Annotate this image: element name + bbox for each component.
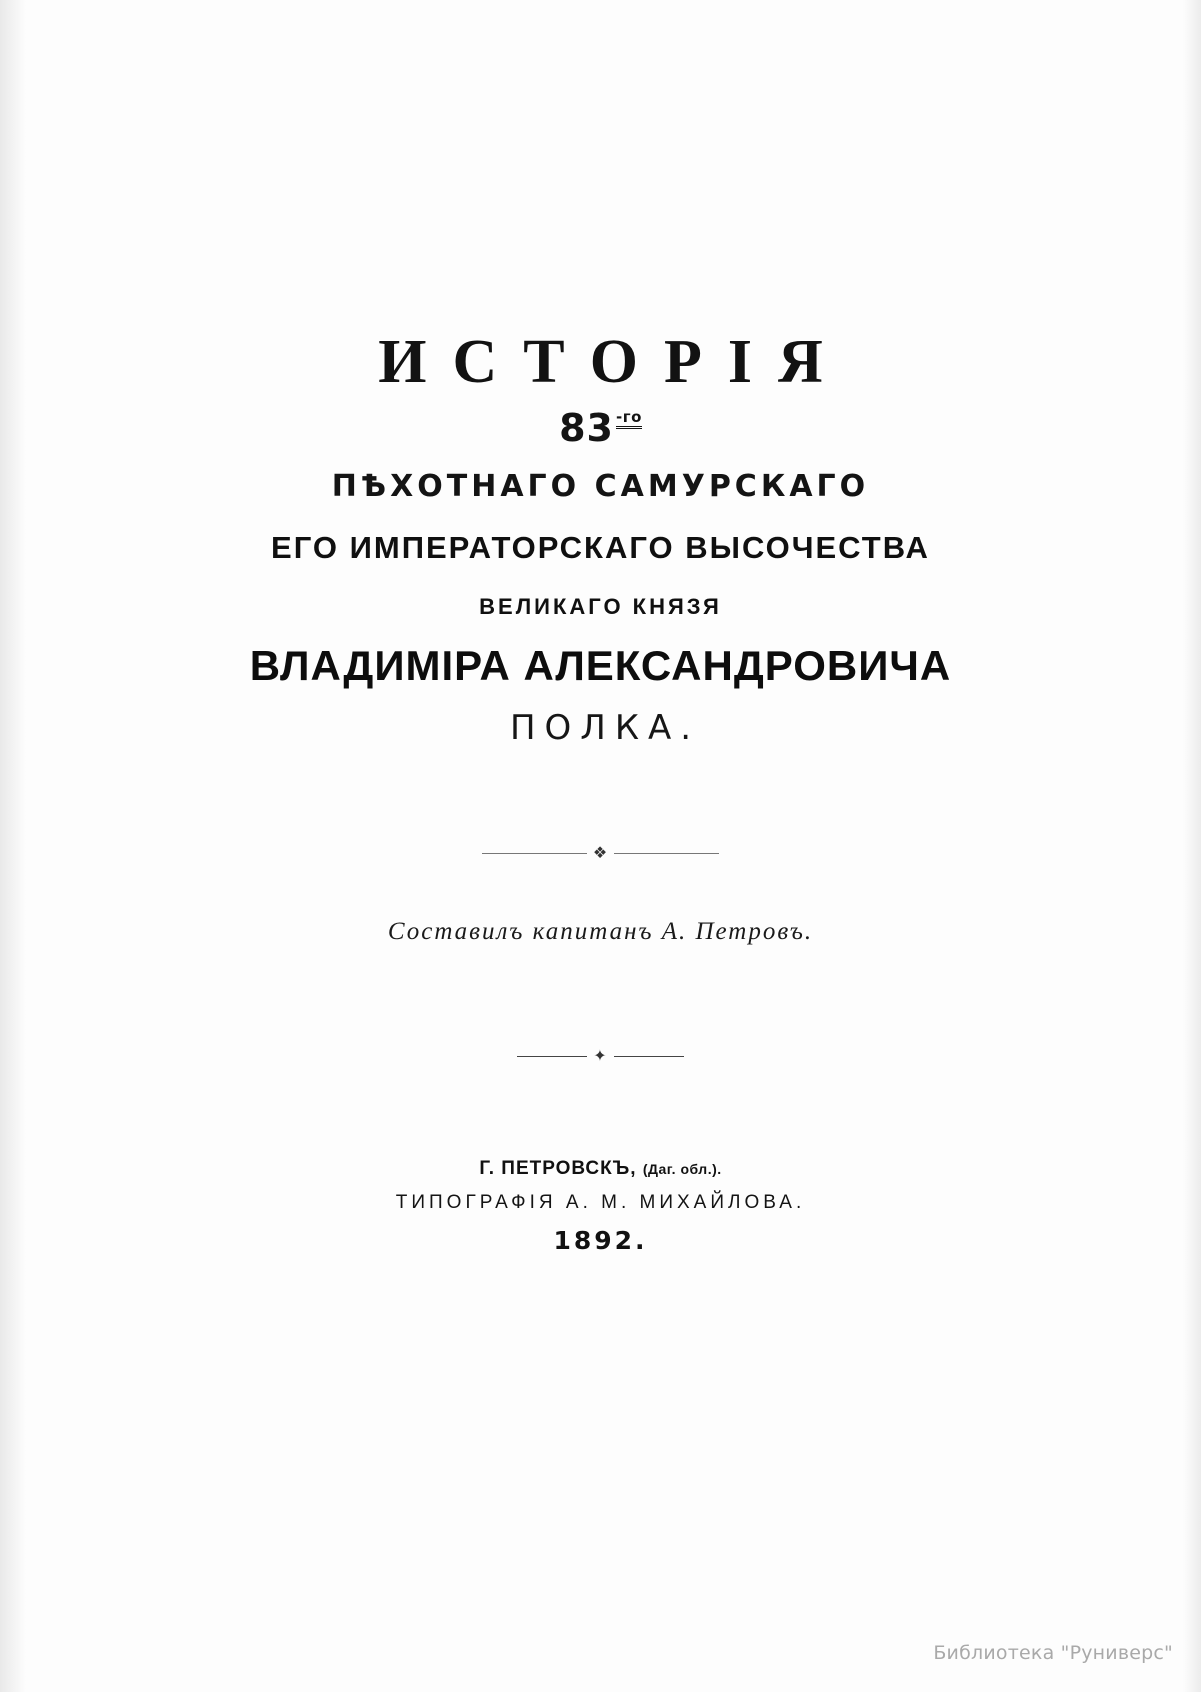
subtitle-grand-duke: ВЕЛИКАГО КНЯЗЯ: [479, 594, 722, 620]
ornament-icon: ❖: [592, 843, 609, 862]
regiment-number: [0, 406, 1201, 451]
page-title: ИСТОРІЯ: [378, 328, 849, 396]
subtitle-infantry: ПѢХОТНАГО САМУРСКАГО: [331, 469, 870, 505]
imprint-block: [0, 1158, 1201, 1255]
subtitle-regiment: ПОЛКА.: [509, 708, 701, 749]
subtitle-imperial-highness: ЕГО ИМПЕРАТОРСКАГО ВЫСОЧЕСТВА: [271, 530, 930, 566]
divider-bar-left: [482, 853, 587, 854]
divider-bar-right: [614, 1056, 684, 1057]
imprint-year: 1892.: [553, 1226, 648, 1255]
ornamental-divider-bottom: [0, 1048, 1201, 1064]
regiment-number-suffix: -го: [616, 410, 642, 429]
title-block: [0, 330, 1201, 748]
divider-bar-left: [517, 1056, 587, 1057]
ornamental-divider-top: [0, 845, 1201, 861]
imprint-region: (Даг. обл.).: [642, 1161, 722, 1177]
imprint-city-line: [0, 1158, 1201, 1180]
regiment-number-value: 83: [559, 406, 614, 451]
library-watermark: Библиотека "Руниверс": [933, 1642, 1173, 1664]
ornament-icon: ✦: [593, 1046, 608, 1065]
imprint-city: Г. ПЕТРОВСКЪ,: [479, 1158, 637, 1179]
imprint-printer: ТИПОГРАФІЯ А. М. МИХАЙЛОВА.: [395, 1192, 806, 1213]
author-line: Составилъ капитанъ А. Петровъ.: [387, 918, 814, 945]
subtitle-duke-name: ВЛАДИМІРА АЛЕКСАНДРОВИЧА: [249, 642, 952, 690]
divider-bar-right: [614, 853, 719, 854]
